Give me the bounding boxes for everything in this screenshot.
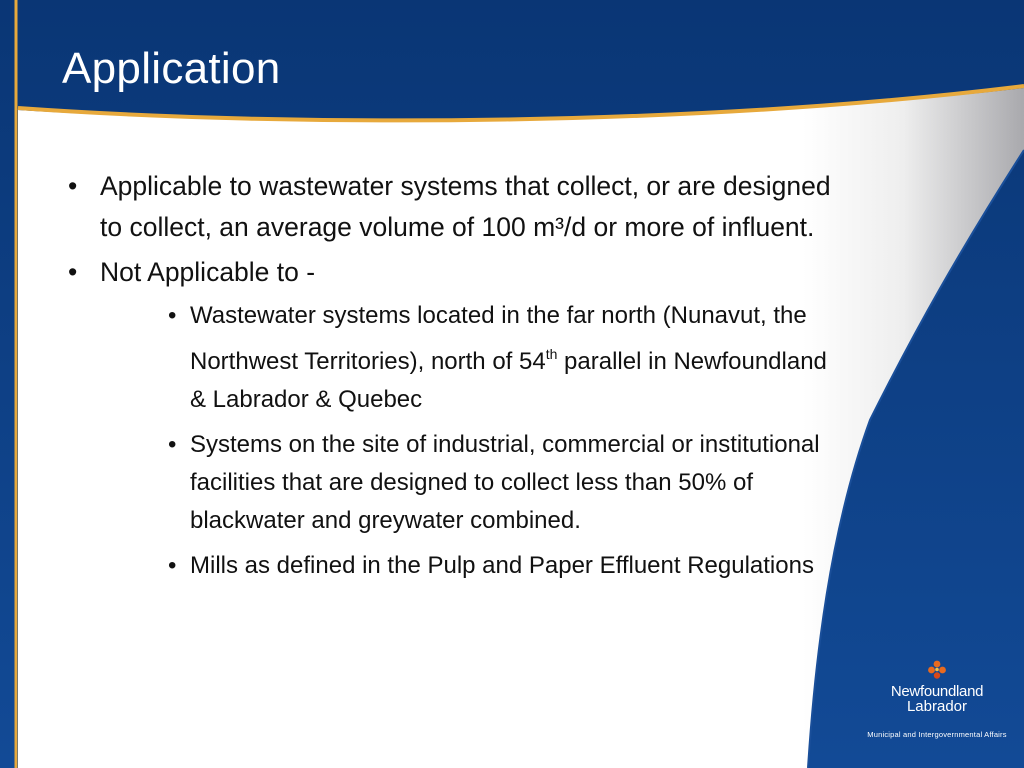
bullet-text: Not Applicable to - bbox=[100, 257, 316, 287]
bullet-marker: • bbox=[68, 257, 78, 287]
sub-bullet-text: Systems on the site of industrial, commercial or institutional facilities that are designed to collect less than 50% of blackwater and greywater combined. bbox=[190, 431, 820, 534]
bullet-marker: • bbox=[168, 431, 177, 458]
bullet-text: Applicable to wastewater systems that collect, or are designed to collect, an average volume of 100 m³/d or more of influent. bbox=[100, 171, 831, 242]
logo-wordmark-line1: Newfoundland bbox=[890, 683, 984, 700]
sub-bullet-industrial-systems bbox=[166, 426, 838, 540]
bullet-not-applicable bbox=[68, 252, 838, 293]
pitcher-plant-icon bbox=[926, 658, 948, 682]
superscript-th: th bbox=[545, 346, 558, 362]
government-logo bbox=[850, 658, 1024, 739]
logo-wordmark-line2: Labrador bbox=[906, 698, 968, 715]
slide-content bbox=[68, 166, 838, 592]
bullet-marker: • bbox=[168, 302, 177, 329]
bullet-applicable bbox=[68, 166, 838, 248]
sub-bullet-list bbox=[166, 297, 838, 585]
sub-bullet-far-north bbox=[166, 297, 838, 419]
sub-bullet-text: Mills as defined in the Pulp and Paper Effluent Regulations bbox=[190, 552, 814, 579]
slide-title: Application bbox=[62, 44, 281, 93]
bullet-marker: • bbox=[168, 552, 177, 579]
logo-department: Municipal and Intergovernmental Affairs bbox=[867, 730, 1007, 739]
sub-bullet-text-post: parallel in Newfoundland & Labrador & Quebec bbox=[190, 348, 827, 413]
sub-bullet-mills bbox=[166, 547, 838, 585]
sub-bullet-text-pre: Wastewater systems located in the far north (Nunavut, the Northwest Territories), north of 54 bbox=[190, 302, 807, 375]
bullet-marker: • bbox=[68, 171, 78, 201]
